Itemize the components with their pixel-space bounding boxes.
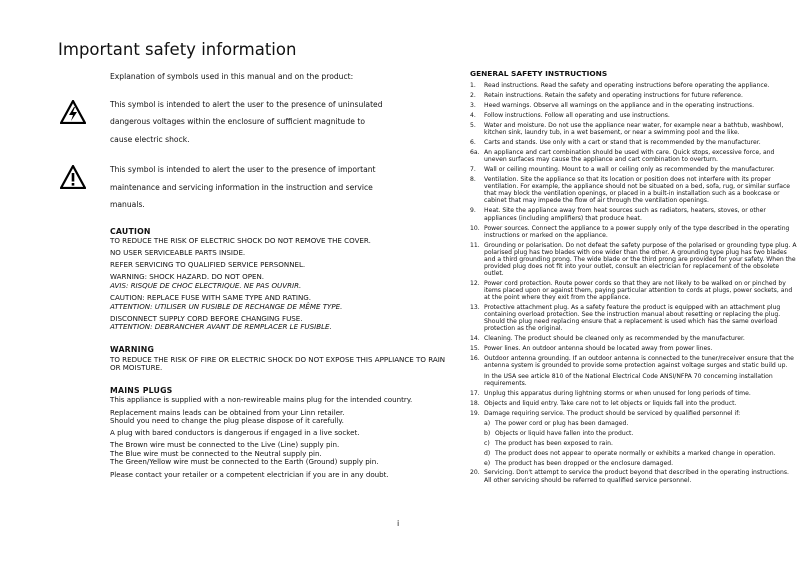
list-text: Outdoor antenna grounding. If an outdoor antenna is connected to the tuner/receiver ensure that the antenna system is grounded to provide some protection against voltage surges and static build up. [484, 355, 794, 370]
list-body [484, 207, 798, 221]
list-number: 1. [470, 82, 476, 90]
list-item [468, 207, 798, 221]
symbol-text: cause electric shock. [110, 134, 190, 144]
list-number: 6. [470, 139, 476, 147]
sub-text: Objects or liquid have fallen into the product. [495, 429, 634, 437]
list-body [484, 335, 798, 342]
symbol-text: manuals. [110, 200, 145, 210]
lightning-warning-icon [60, 100, 86, 124]
list-text: Read instructions. Read the safety and operating instructions before operating the appliance. [484, 82, 770, 90]
caution-text [110, 294, 450, 311]
list-item [468, 82, 798, 89]
list-text: Cleaning. The product should be cleaned only as recommended by the manufacturer. [484, 335, 745, 343]
list-body [484, 345, 798, 352]
list-number: 7. [470, 166, 476, 174]
list-body [484, 400, 798, 407]
mains-heading: MAINS PLUGS [110, 385, 173, 395]
list-number: 18. [470, 399, 480, 407]
sub-item [484, 430, 798, 437]
sub-text: The power cord or plug has been damaged. [495, 419, 629, 427]
general-list [468, 82, 798, 484]
caution-fr: ATTENTION: DEBRANCHER AVANT DE REMPLACER LE FUSIBLE. [110, 322, 332, 332]
mains-text: A plug with bared conductors is dangerous if engaged in a live socket. [110, 428, 360, 438]
sub-letter: c) [484, 439, 490, 447]
list-text: Grounding or polarisation. Do not defeat the safety purpose of the polarised or grounding type plug. A polarised plug has two blades with one wider than the other. A grounding type plug has two blades and a third grounding prong. The wide blade or the third prong are provided for your safety. When the provided plug does not fit into your outlet, consult an electrician for replacement of the obsolete outlet. [484, 241, 797, 277]
list-body [484, 355, 798, 386]
mains-text: Please contact your retailer or a competent electrician if you are in any doubt. [110, 469, 389, 479]
symbol-text: maintenance and servicing information in the instruction and service [110, 182, 373, 192]
caution-en: CAUTION: REPLACE FUSE WITH SAME TYPE AND RATING. [110, 293, 312, 303]
symbol-text: This symbol is intended to alert the user to the presence of uninsulated [110, 99, 383, 109]
caution-en: DISCONNECT SUPPLY CORD BEFORE CHANGING FUSE. [110, 313, 303, 323]
list-item [468, 122, 798, 136]
list-number: 15. [470, 345, 480, 353]
list-body [484, 469, 798, 483]
list-body [484, 82, 798, 89]
list-item [468, 102, 798, 109]
list-text: Retain instructions. Retain the safety and operating instructions for future reference. [484, 92, 743, 100]
warning-text: TO REDUCE THE RISK OF FIRE OR ELECTRIC SHOCK DO NOT EXPOSE THIS APPLIANCE TO RAIN OR MOISTURE. [110, 354, 446, 373]
symbol-lightning [110, 96, 450, 149]
list-number: 12. [470, 279, 480, 287]
list-item [468, 345, 798, 352]
sub-text: The product has been dropped or the enclosure damaged. [495, 459, 674, 467]
page-number: i [397, 519, 400, 528]
right-column [468, 70, 798, 487]
list-text: Power sources. Connect the appliance to a power supply only of the type described in the operating instructions or marked on the appliance. [484, 224, 790, 239]
caution-text: TO REDUCE THE RISK OF ELECTRIC SHOCK DO NOT REMOVE THE COVER. [110, 236, 371, 246]
list-text: Protective attachment plug. As a safety feature the product is equipped with an attachment plug containing overload protection. See the instruction manual about resetting or replacing the plug. Should the plug need replacing ensure that a replacement is used which has the same overload protection as the original. [484, 304, 781, 333]
sub-item [484, 450, 798, 457]
list-text: An appliance and cart combination should be used with care. Quick stops, excessive force, and uneven surfaces may cause the appliance and cart combination to overturn. [484, 149, 775, 164]
mains-line: The Green/Yellow wire must be connected to the Earth (Ground) supply pin. [110, 457, 379, 467]
list-number: 14. [470, 335, 480, 343]
mains-line: The Blue wire must be connected to the Neutral supply pin. [110, 448, 322, 458]
sub-letter: e) [484, 459, 491, 467]
symbol-text: dangerous voltages within the enclosure of sufficient magnitude to [110, 117, 365, 127]
list-body [484, 410, 798, 467]
list-text: Follow instructions. Follow all operating and use instructions. [484, 112, 670, 120]
list-note: In the USA see article 810 of the National Electrical Code ANSI/NFPA 70 concerning installation requirements. [484, 372, 773, 387]
list-number: 13. [470, 304, 480, 312]
list-text: Ventilation. Site the appliance so that its location or position does not interfere with its proper ventilation. For example, the appliance should not be situated on a bed, sofa, rug, or similar surface that may block the ventilation openings, or placed in a built-in installation such as a bookcase or cabinet that may impede the flow of air through the ventilation openings. [484, 176, 791, 205]
caution-text [110, 273, 450, 290]
list-text: Unplug this apparatus during lightning storms or when unused for long periods of time. [484, 389, 751, 397]
list-item [468, 176, 798, 204]
list-body [484, 92, 798, 99]
list-text: Damage requiring service. The product should be serviced by qualified personnel if: [484, 409, 741, 417]
list-item [468, 335, 798, 342]
sub-letter: d) [484, 449, 491, 457]
mains-line: The Brown wire must be connected to the Live (Line) supply pin. [110, 440, 340, 450]
list-number: 10. [470, 224, 480, 232]
list-item [468, 242, 798, 277]
list-text: Objects and liquid entry. Take care not to let objects or liquids fall into the product. [484, 399, 737, 407]
list-item [468, 469, 798, 483]
list-number: 2. [470, 92, 476, 100]
list-item [468, 390, 798, 397]
list-item [468, 112, 798, 119]
sub-letter: b) [484, 429, 491, 437]
list-body [484, 139, 798, 146]
mains-text [110, 409, 450, 426]
list-number: 19. [470, 409, 480, 417]
list-body [484, 149, 798, 163]
warning-heading: WARNING [110, 345, 155, 355]
sub-text: The product has been exposed to rain. [495, 439, 613, 447]
symbol-exclamation [110, 161, 450, 214]
symbol-text: This symbol is intended to alert the user to the presence of important [110, 165, 376, 175]
list-body [484, 122, 798, 136]
sub-item [484, 460, 798, 467]
list-text: Carts and stands. Use only with a cart or stand that is recommended by the manufacturer. [484, 139, 761, 147]
list-item [468, 355, 798, 386]
list-item [468, 139, 798, 146]
caution-fr: ATTENTION: UTILISER UN FUSIBLE DE RECHANGE DE MÊME TYPE. [110, 301, 343, 311]
list-text: Power lines. An outdoor antenna should be located away from power lines. [484, 345, 713, 353]
mains-line: Should you need to change the plug please dispose of it carefully. [110, 416, 344, 426]
list-body [484, 176, 798, 204]
list-body [484, 112, 798, 119]
sub-letter: a) [484, 419, 491, 427]
caution-text: NO USER SERVICEABLE PARTS INSIDE. [110, 248, 246, 258]
list-number: 6a. [470, 149, 480, 157]
list-body [484, 390, 798, 397]
sub-item [484, 420, 798, 427]
mains-line: Replacement mains leads can be obtained from your Linn retailer. [110, 407, 345, 417]
list-text: Heat. Site the appliance away from heat sources such as radiators, heaters, stoves, or other appliances (including amplifiers) that produce heat. [484, 207, 766, 222]
list-number: 17. [470, 389, 480, 397]
caution-text: REFER SERVICING TO QUALIFIED SERVICE PERSONNEL. [110, 260, 306, 270]
list-body [484, 280, 798, 301]
mains-text [110, 441, 450, 467]
list-item [468, 400, 798, 407]
list-number: 16. [470, 355, 480, 363]
page-title: Important safety information [58, 40, 297, 59]
list-number: 9. [470, 207, 476, 215]
list-item [468, 149, 798, 163]
caution-text [110, 315, 450, 332]
list-item [468, 92, 798, 99]
list-number: 4. [470, 112, 476, 120]
caution-heading: CAUTION [110, 226, 151, 236]
mains-text: This appliance is supplied with a non-rewireable mains plug for the intended country. [110, 395, 413, 405]
caution-en: WARNING: SHOCK HAZARD. DO NOT OPEN. [110, 272, 265, 282]
symbols-intro: Explanation of symbols used in this manual and on the product: [110, 72, 354, 81]
list-number: 5. [470, 122, 476, 130]
list-item [468, 225, 798, 239]
list-text: Heed warnings. Observe all warnings on the appliance and in the operating instructions. [484, 102, 755, 110]
list-item [468, 304, 798, 332]
list-body [484, 166, 798, 173]
general-heading: GENERAL SAFETY INSTRUCTIONS [470, 69, 608, 78]
list-number: 20. [470, 469, 480, 477]
list-text: Servicing. Don't attempt to service the product beyond that described in the operating instructions. All other servicing should be referred to qualified service personnel. [484, 469, 789, 484]
left-column [110, 73, 450, 483]
list-body [484, 102, 798, 109]
list-item [468, 166, 798, 173]
exclamation-warning-icon [60, 165, 86, 189]
list-number: 3. [470, 102, 476, 110]
list-text: Power cord protection. Route power cords so that they are not likely to be walked on or pinched by items placed upon or against them, paying particular attention to cords at plugs, power sockets, and at the point where they exit from the appliance. [484, 279, 793, 302]
list-text: Wall or ceiling mounting. Mount to a wall or ceiling only as recommended by the manufacturer. [484, 166, 775, 174]
list-body [484, 242, 798, 277]
caution-fr: AVIS: RISQUE DE CHOC ELECTRIQUE. NE PAS OUVRIR. [110, 281, 302, 291]
list-text: Water and moisture. Do not use the appliance near water, for example near a bathtub, washbowl, kitchen sink, laundry tub, in a wet basement, or near a swimming pool and the like. [484, 122, 784, 137]
list-number: 8. [470, 176, 476, 184]
sub-item [484, 440, 798, 447]
list-number: 11. [470, 241, 480, 249]
sub-text: The product does not appear to operate normally or exhibits a marked change in operation. [495, 449, 776, 457]
list-item [468, 410, 798, 467]
list-body [484, 225, 798, 239]
list-body [484, 304, 798, 332]
list-item [468, 280, 798, 301]
